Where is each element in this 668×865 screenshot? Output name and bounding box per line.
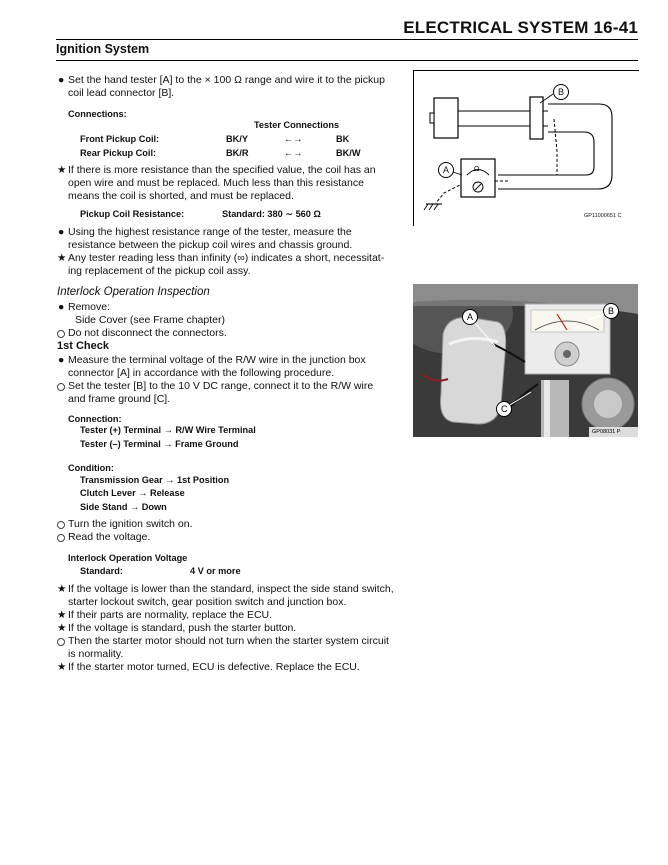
star-icon: ★ <box>57 583 67 595</box>
step-text: and frame ground [C]. <box>68 393 171 405</box>
step-text: connector [A] in accordance with the following procedure. <box>68 367 335 379</box>
note-text: is normality. <box>68 648 124 660</box>
note-text: ing replacement of the pickup coil assy. <box>68 265 251 277</box>
section-divider <box>56 60 638 61</box>
header-divider <box>56 39 638 40</box>
standard-value: 4 V or more <box>190 566 241 576</box>
step-text: Do not disconnect the connectors. <box>68 327 227 339</box>
step-text: Turn the ignition switch on. <box>68 518 193 530</box>
check-heading: 1st Check <box>57 340 109 352</box>
star-icon: ★ <box>57 661 67 673</box>
open-circle-icon <box>57 534 65 542</box>
table-row-from: BK/Y <box>226 134 248 144</box>
step-text: resistance between the pickup coil wires and chassis ground. <box>68 239 353 251</box>
interlock-heading: Interlock Operation Inspection <box>57 286 210 298</box>
step-text: Measure the terminal voltage of the R/W wire in the junction box <box>68 354 366 366</box>
step-text: Remove: <box>68 301 111 313</box>
condition-line: Side Stand → Down <box>80 502 167 512</box>
step-text: Set the tester [B] to the 10 V DC range, connect it to the R/W wire <box>68 380 374 392</box>
open-circle-icon <box>57 330 65 338</box>
connection-line: Tester (+) Terminal → R/W Wire Terminal <box>80 425 256 435</box>
star-icon: ★ <box>57 164 67 176</box>
callout-label-a: A <box>443 165 450 175</box>
table-row-to: BK <box>336 134 350 144</box>
step-text: Using the highest resistance range of the tester, measure the <box>68 226 352 238</box>
page-title: ELECTRICAL SYSTEM 16-41 <box>403 18 638 37</box>
note-text: Then the starter motor should not turn when the starter system circuit <box>68 635 389 647</box>
connections-label: Connections: <box>68 109 127 119</box>
note-text: If the starter motor turned, ECU is defective. Replace the ECU. <box>68 661 360 673</box>
condition-label: Condition: <box>68 463 114 473</box>
callout-label-b: B <box>608 306 615 316</box>
wiring-illustration <box>414 71 639 226</box>
bullet-icon: ● <box>58 226 65 238</box>
open-circle-icon <box>57 383 65 391</box>
connection-label: Connection: <box>68 414 122 424</box>
note-text: If their parts are normality, replace the ECU. <box>68 609 273 621</box>
step-text: Side Cover (see Frame chapter) <box>75 314 225 326</box>
callout-label-c: C <box>501 404 508 414</box>
figure-code: GP11000651 C <box>584 213 622 219</box>
section-title: Ignition System <box>56 42 150 56</box>
connection-line: Tester (–) Terminal → Frame Ground <box>80 439 239 449</box>
callout-label-b: B <box>558 87 565 97</box>
table-row-to: BK/W <box>336 148 361 158</box>
note-text: If the voltage is standard, push the starter button. <box>68 622 297 634</box>
double-arrow-icon: ←→ <box>284 148 303 158</box>
condition-line: Clutch Lever → Release <box>80 488 185 498</box>
star-icon: ★ <box>57 622 67 634</box>
double-arrow-icon: ←→ <box>284 134 303 144</box>
star-icon: ★ <box>57 609 67 621</box>
step-text: Set the hand tester [A] to the × 100 Ω range and wire it to the pickup <box>68 74 385 86</box>
table-row-name: Rear Pickup Coil: <box>80 148 157 158</box>
step-text: Read the voltage. <box>68 531 151 543</box>
figure-code: GP08031 P <box>592 429 621 435</box>
photo-illustration <box>413 284 638 437</box>
svg-text:Ω: Ω <box>474 165 480 173</box>
note-text: If the voltage is lower than the standard, inspect the side stand switch, <box>68 583 394 595</box>
junction-box-photo <box>413 284 638 437</box>
step-text: coil lead connector [B]. <box>68 87 175 99</box>
bullet-icon: ● <box>58 354 65 366</box>
note-text: means the coil is shorted, and must be replaced. <box>68 190 294 202</box>
pickup-coil-diagram <box>413 70 639 226</box>
note-text: starter lockout switch, gear position switch and junction box. <box>68 596 347 608</box>
resistance-label: Pickup Coil Resistance: <box>80 209 185 219</box>
bullet-icon: ● <box>58 301 65 313</box>
bullet-icon: ● <box>58 74 65 86</box>
open-circle-icon <box>57 638 65 646</box>
table-row-name: Front Pickup Coil: <box>80 134 160 144</box>
tester-connections-heading: Tester Connections <box>254 120 340 130</box>
condition-line: Transmission Gear → 1st Position <box>80 475 230 485</box>
callout-label-a: A <box>467 312 474 322</box>
note-text: open wire and must be replaced. Much less than this resistance <box>68 177 364 189</box>
standard-label: Standard: <box>80 566 123 576</box>
star-icon: ★ <box>57 252 67 264</box>
voltage-label: Interlock Operation Voltage <box>68 553 188 563</box>
note-text: If there is more resistance than the specified value, the coil has an <box>68 164 376 176</box>
table-row-from: BK/R <box>226 148 249 158</box>
note-text: Any tester reading less than infinity (∞) indicates a short, necessitat- <box>68 252 385 264</box>
open-circle-icon <box>57 521 65 529</box>
resistance-value: Standard: 380 ∼ 560 Ω <box>222 209 321 219</box>
